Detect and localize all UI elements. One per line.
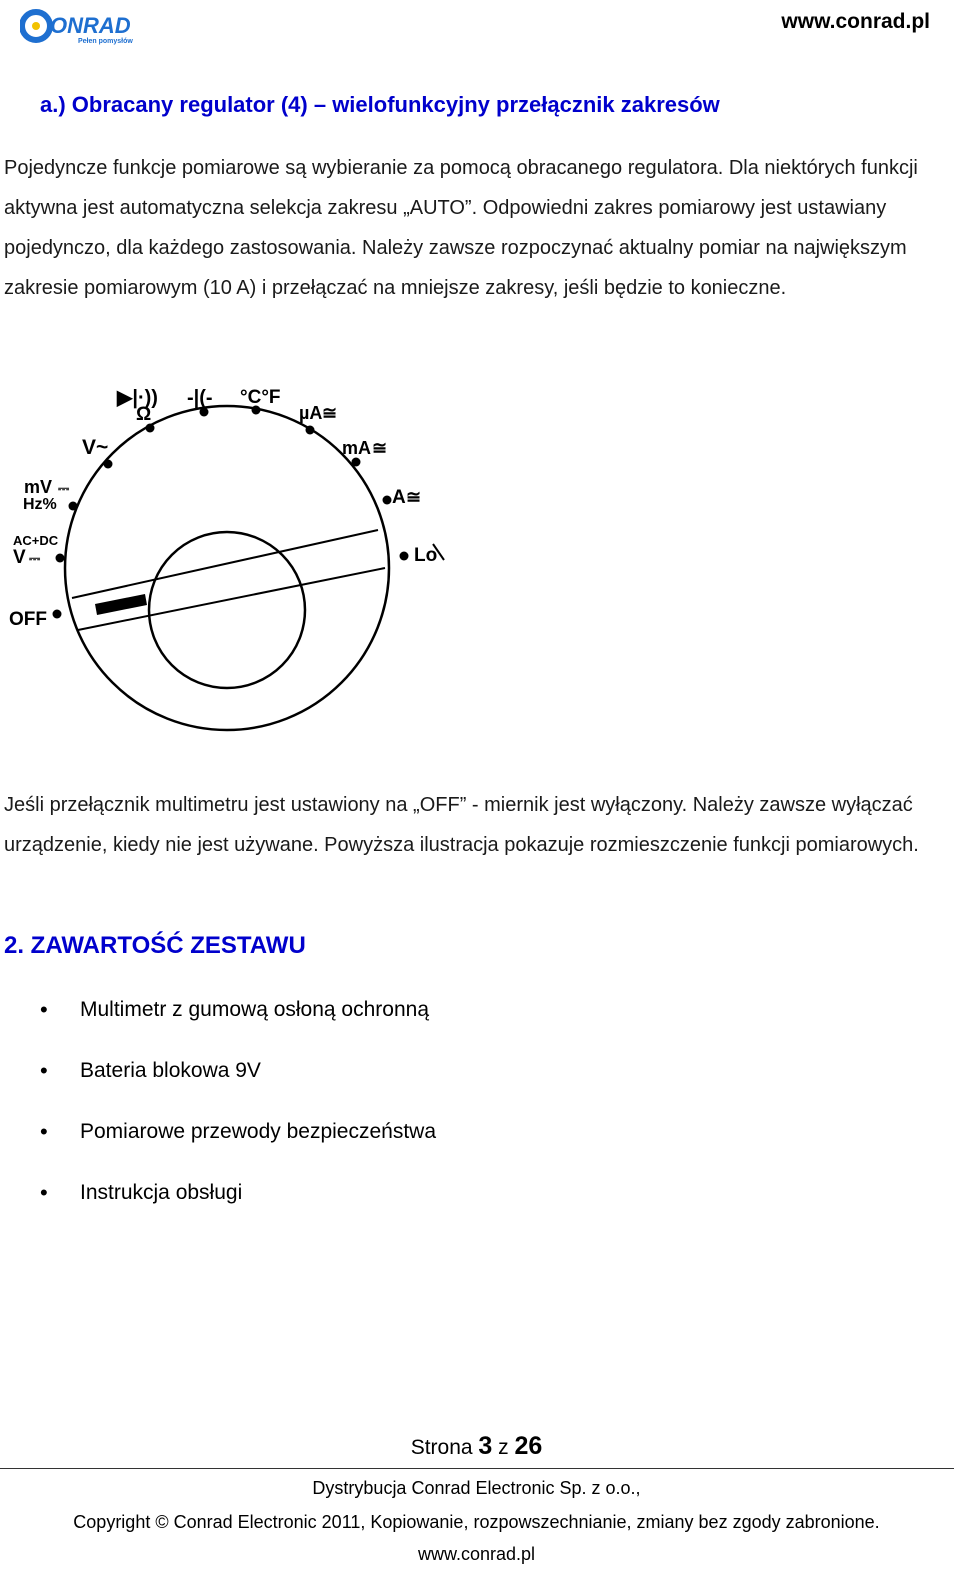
diode-continuity-label: ▶|·)) [117, 387, 158, 409]
footer-divider [0, 1468, 954, 1469]
off-label: OFF [9, 609, 47, 630]
bullet-icon: • [40, 1058, 48, 1083]
svg-text:⎓: ⎓ [58, 480, 70, 496]
pointer-indicator [95, 594, 147, 615]
dc-voltage-label: V [13, 547, 26, 568]
bullet-icon: • [40, 1119, 48, 1144]
rotary-switch-diagram [0, 378, 460, 758]
off-explanation-paragraph: Jeśli przełącznik multimetru jest ustawiony na „OFF” - miernik jest wyłączony. Należy zawsze wyłączać urządzenie, kiedy nie jest używane. Powyższa ilustracja pokazuje rozmieszczenie funkcji pomiarowych. [4, 794, 919, 856]
temperature-label: °C°F [240, 387, 281, 408]
list-item: • Multimetr z gumową osłoną ochronną [40, 990, 436, 1051]
milliamp-label: mA [342, 438, 372, 458]
logo-tagline: Pełen pomysłów [78, 38, 133, 45]
list-item: • Pomiarowe przewody bezpieczeństwa [40, 1112, 436, 1173]
footer-url[interactable]: www.conrad.pl [417, 1544, 536, 1564]
page-number: Strona 3 z 26 [410, 1432, 543, 1460]
dial-outer-ring [65, 406, 389, 730]
capacitance-label: -|(- [187, 387, 213, 409]
section-a-paragraph: Pojedyncze funkcje pomiarowe są wybieranie za pomocą obracanego regulatora. Dla niektórych funkcji aktywna jest automatyczna selekcja zakresu „AUTO”. Odpowiedni zakres pomiarowy jest ustawiany pojedynczo, dla każdego zastosowania. Należy zawsze rozpoczynać aktualny pomiar na największym zakresie pomiarowym (10 A) i przełączać na mniejsze zakresy, jeśli będzie to konieczne. [4, 157, 918, 299]
low-battery-label: Lo [414, 545, 438, 566]
kit-contents-list [40, 990, 436, 1234]
pointer-edge-top [72, 530, 378, 598]
svg-text:≅: ≅ [406, 487, 422, 507]
acdc-label: AC+DC [13, 533, 59, 548]
svg-text:⎓: ⎓ [29, 550, 41, 566]
svg-text:≅: ≅ [372, 438, 388, 458]
amp-label: A [392, 487, 406, 508]
svg-text:≅: ≅ [322, 403, 338, 423]
bullet-icon: • [40, 997, 48, 1022]
list-item: • Instrukcja obsługi [40, 1173, 436, 1234]
millivolt-label: mV [24, 477, 53, 497]
section-2-title: 2. ZAWARTOŚĆ ZESTAWU [4, 932, 306, 959]
bullet-icon: • [40, 1180, 48, 1205]
ohm-label: Ω [136, 404, 152, 425]
footer-copyright: Copyright © Conrad Electronic 2011, Kopiowanie, rozpowszechnianie, zmiany bez zgody zabronione. [73, 1512, 880, 1532]
logo-text: ONRAD [50, 13, 131, 38]
ac-voltage-label: V~ [82, 436, 109, 459]
microamp-label: µA [299, 403, 323, 423]
footer-distribution: Dystrybucja Conrad Electronic Sp. z o.o., [312, 1478, 641, 1498]
conrad-logo [20, 6, 150, 46]
hz-percent-label: Hz% [23, 496, 57, 513]
list-item: • Bateria blokowa 9V [40, 1051, 436, 1112]
site-url[interactable]: www.conrad.pl [781, 10, 930, 33]
section-a-title: a.) Obracany regulator (4) – wielofunkcyjny przełącznik zakresów [40, 92, 720, 117]
